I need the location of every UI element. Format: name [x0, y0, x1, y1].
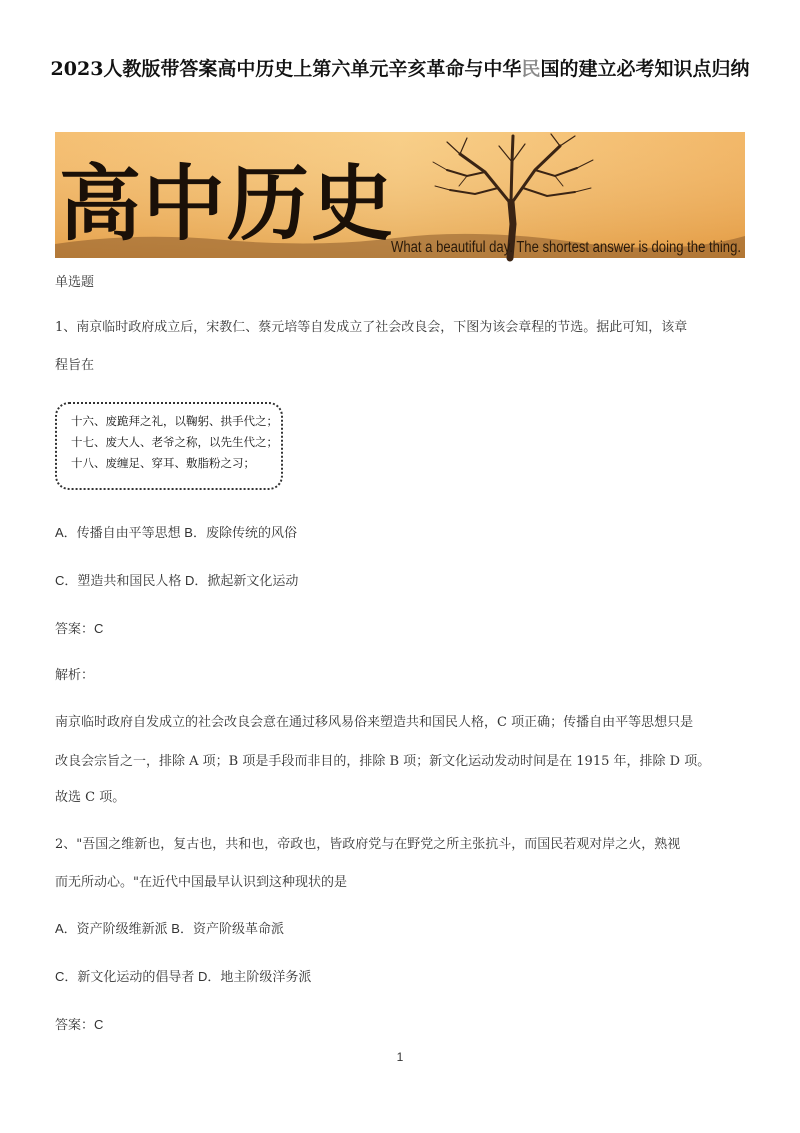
page-number: 1 [396, 1050, 404, 1064]
q1-analysis-line3: 故选 C 项。 [55, 790, 126, 805]
q1-analysis-line1: 南京临时政府自发成立的社会改良会意在通过移风易俗来塑造共和国民人格，C 项正确；传播自由平等思想只是 [55, 715, 694, 730]
banner-slogan: What a beautiful day. The shortest answer is doing the thing. [391, 239, 741, 256]
q1-stem-line2: 程旨在 [55, 358, 95, 373]
q2-stem-line1: 2、"吾国之维新也，复古也，共和也，帝政也，皆政府党与在野党之所主张抗斗，而国民若观对岸之火，熟视 [55, 837, 681, 852]
banner-big-text: 高中历史 [59, 156, 396, 252]
q1-analysis-label: 解析： [55, 668, 95, 683]
title-text-after: 国的建立必考知识点归纳 [540, 58, 750, 80]
q2-answer: 答案：C [55, 1017, 104, 1032]
q2-options-cd: C．新文化运动的倡导者 D．地主阶级洋务派 [55, 969, 312, 984]
document-title [50, 55, 750, 83]
title-text-before: 2023人教版带答案高中历史上第六单元辛亥革命与中华 [50, 58, 522, 80]
q1-answer: 答案：C [55, 621, 104, 636]
charter-line-18: 十八、废缠足、穿耳、敷脂粉之习； [71, 456, 255, 470]
history-banner-image [55, 132, 745, 258]
section-type-label: 单选题 [55, 275, 95, 290]
charter-excerpt-box [55, 402, 283, 490]
q1-options-ab: A．传播自由平等思想 B．废除传统的风俗 [55, 525, 297, 540]
q1-analysis-line2: 改良会宗旨之一，排除 A 项；B 项是手段而非目的，排除 B 项；新文化运动发动时间是在 1915 年，排除 D 项。 [55, 754, 711, 769]
charter-line-17: 十七、废大人、老爷之称，以先生代之； [71, 435, 278, 449]
q1-options-cd: C．塑造共和国民人格 D．掀起新文化运动 [55, 573, 299, 588]
q2-stem-line2: 而无所动心。"在近代中国最早认识到这种现状的是 [55, 875, 347, 890]
sunset-tree-illustration [55, 132, 745, 258]
q1-stem-line1: 1、南京临时政府成立后，宋教仁、蔡元培等自发成立了社会改良会，下图为该会章程的节选。据此可知，该章 [55, 320, 688, 335]
q2-options-ab: A．资产阶级维新派 B．资产阶级革命派 [55, 921, 284, 936]
title-highlight-char: 民 [521, 58, 541, 80]
charter-line-16: 十六、废跪拜之礼，以鞠躬、拱手代之； [71, 414, 278, 428]
